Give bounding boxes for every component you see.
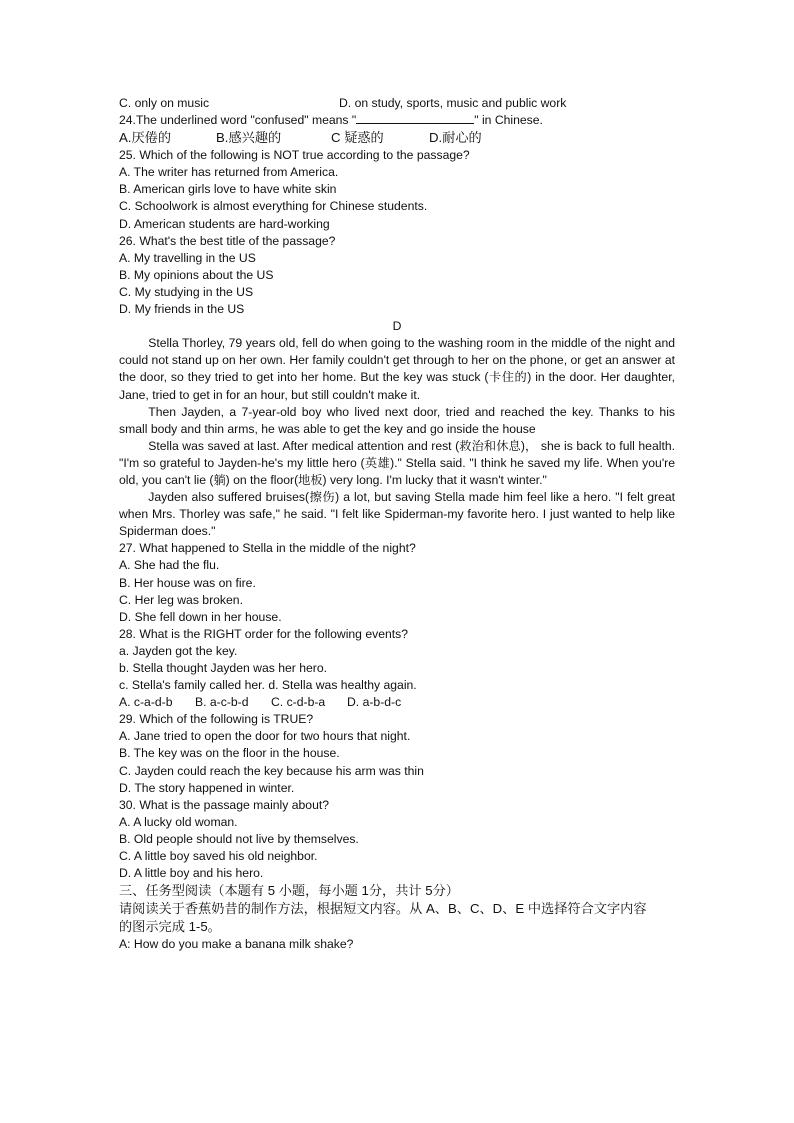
- q30-option-a: A. A lucky old woman.: [119, 814, 238, 829]
- question-26: [119, 233, 675, 318]
- q25-option-d: D. American students are hard-working: [119, 216, 330, 231]
- q27-option-d: D. She fell down in her house.: [119, 609, 282, 624]
- section-d-passage: [119, 335, 675, 540]
- q24-stem-after: " in Chinese.: [474, 113, 543, 128]
- q27-option-a: A. She had the flu.: [119, 558, 220, 573]
- q29-option-c: C. Jayden could reach the key because his arm was thin: [119, 763, 424, 778]
- passage-paragraph-1: Stella Thorley, 79 years old, fell do when going to the washing room in the middle of the night and could not stand up on her own. Her family couldn't get through to her on the phone, or get an answer at the door, so they tried to get into her home. But the key was stuck (卡住的) in the door. Her daughter, Jane, tried to get in for an hour, but still couldn't make it.: [119, 336, 675, 402]
- q29-option-d: D. The story happened in winter.: [119, 780, 295, 795]
- q24-option-c: C 疑惑的: [331, 130, 384, 146]
- passage-paragraph-4: Jayden also suffered bruises(擦伤) a lot, but saving Stella made him feel like a hero. "I felt great when Mrs. Thorley was safe," he said. "I felt like Spiderman-my favorite hero. I just wanted to help like Spiderman does.": [119, 490, 675, 539]
- q24-option-d: D.耐心的: [429, 130, 482, 146]
- q28-option-b: B. a-c-b-d: [195, 695, 249, 710]
- q27-stem: 27. What happened to Stella in the middle of the night?: [119, 541, 416, 556]
- q26-option-a: A. My travelling in the US: [119, 250, 256, 265]
- question-27: [119, 540, 675, 625]
- q30-stem: 30. What is the passage mainly about?: [119, 797, 330, 812]
- q27-option-b: B. Her house was on fire.: [119, 575, 256, 590]
- section-3-instruction-line-2: 的图示完成 1-5。: [119, 919, 221, 935]
- q26-option-d: D. My friends in the US: [119, 302, 245, 317]
- q30-option-b: B. Old people should not live by themselves.: [119, 831, 359, 846]
- q30-option-c: C. A little boy saved his old neighbor.: [119, 849, 318, 864]
- q23-options-row: [119, 95, 675, 112]
- q24-stem-before: 24.The underlined word "confused" means ": [119, 113, 357, 128]
- q25-option-c: C. Schoolwork is almost everything for Chinese students.: [119, 199, 428, 214]
- q24-options-row: [119, 129, 675, 147]
- question-30: [119, 797, 675, 882]
- q24-option-b: B.感兴趣的: [216, 130, 282, 146]
- q29-option-b: B. The key was on the floor in the house.: [119, 746, 340, 761]
- q28-options-row: [119, 694, 675, 711]
- dialogue-line-a: A: How do you make a banana milk shake?: [119, 937, 354, 952]
- q26-stem: 26. What's the best title of the passage?: [119, 233, 336, 248]
- q28-option-a: A. c-a-d-b: [119, 695, 173, 710]
- section-3-instruction-line-1: 请阅读关于香蕉奶昔的制作方法，根据短文内容。从 A、B、C、D、E 中选择符合文字内容: [119, 901, 647, 917]
- question-28: [119, 626, 675, 711]
- q27-option-c: C. Her leg was broken.: [119, 592, 243, 607]
- q24-stem: [119, 112, 675, 129]
- q28-option-c: C. c-d-b-a: [271, 695, 326, 710]
- question-25: [119, 147, 675, 232]
- q28-event-a: a. Jayden got the key.: [119, 643, 238, 658]
- q30-option-d: D. A little boy and his hero.: [119, 866, 264, 881]
- section-d-heading: D: [392, 319, 402, 334]
- section-3: [119, 882, 675, 953]
- q25-option-b: B. American girls love to have white skin: [119, 182, 337, 197]
- q23-option-c: C. only on music: [119, 96, 210, 110]
- q28-event-b: b. Stella thought Jayden was her hero.: [119, 661, 327, 675]
- q26-option-c: C. My studying in the US: [119, 284, 254, 299]
- q28-option-d: D. a-b-d-c: [347, 695, 402, 710]
- q28-stem: 28. What is the RIGHT order for the following events?: [119, 626, 409, 641]
- q24-option-a: A.厌倦的: [119, 130, 172, 146]
- q29-option-a: A. Jane tried to open the door for two hours that night.: [119, 729, 411, 744]
- section-3-heading: 三、任务型阅读（本题有 5 小题，每小题 1分，共计 5分）: [119, 883, 459, 899]
- q26-option-b: B. My opinions about the US: [119, 267, 274, 282]
- q25-stem: 25. Which of the following is NOT true according to the passage?: [119, 148, 470, 163]
- q25-option-a: A. The writer has returned from America.: [119, 165, 339, 180]
- question-29: [119, 711, 675, 796]
- q29-stem: 29. Which of the following is TRUE?: [119, 712, 314, 727]
- passage-paragraph-2: Then Jayden, a 7-year-old boy who lived next door, tried and reached the key. Thanks to his small body and thin arms, he was able to get the key and go inside the house: [119, 404, 675, 436]
- passage-paragraph-3: Stella was saved at last. After medical attention and rest (救治和休息)， she is back to full health. "I'm so grateful to Jayden-he's my little hero (英雄)." Stella said. "I think he saved my life. When you're old, you can't lie (躺) on the floor(地板) very long. I'm lucky that it wasn't winter.": [119, 438, 675, 487]
- q28-event-cd: c. Stella's family called her. d. Stella was healthy again.: [119, 678, 417, 693]
- exam-page: [119, 95, 675, 953]
- answer-blank: [356, 112, 474, 124]
- q23-option-d: D. on study, sports, music and public work: [339, 96, 567, 110]
